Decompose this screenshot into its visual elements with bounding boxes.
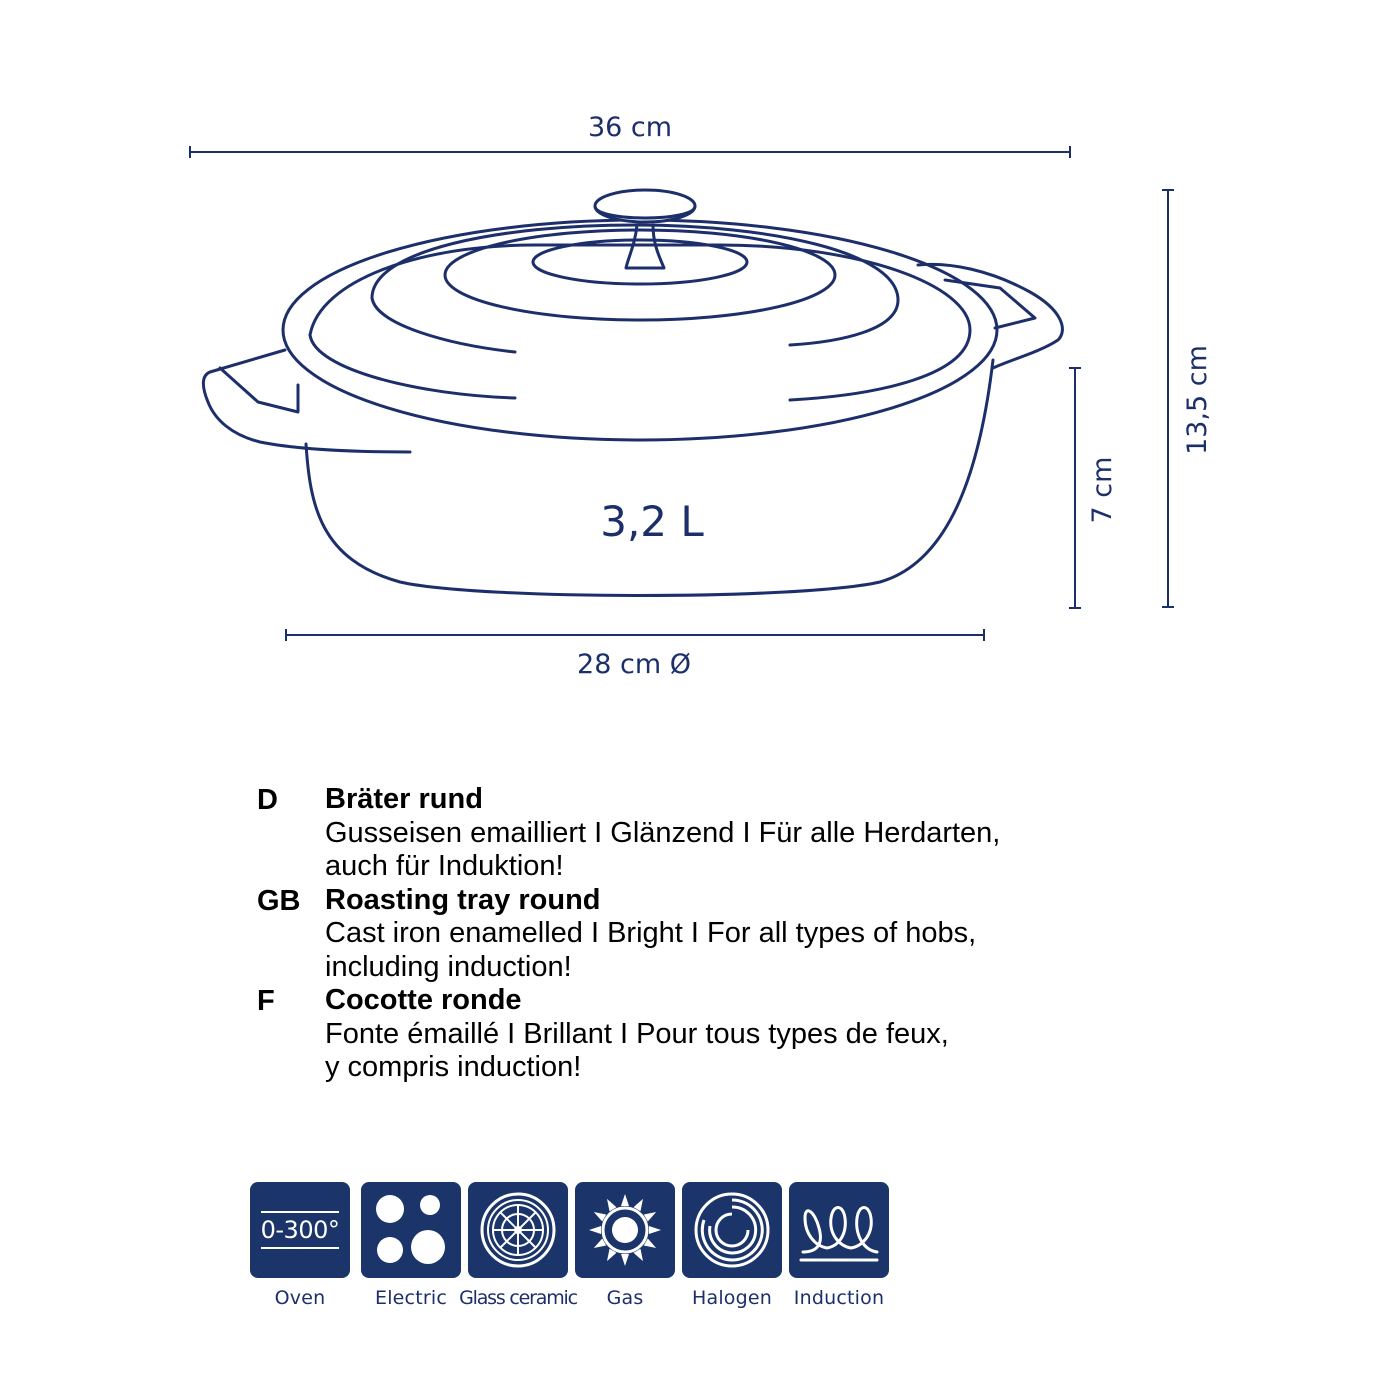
pot-body [306, 360, 993, 596]
description-f [257, 984, 1257, 1085]
hob-gas [575, 1182, 675, 1309]
halogen-hob-icon [682, 1182, 782, 1278]
lid-outer [283, 220, 997, 440]
gas-hob-icon [575, 1182, 675, 1278]
description-line: auch für Induktion! [325, 850, 564, 882]
description-text [325, 783, 1000, 884]
hob-induction [789, 1182, 889, 1309]
description-de [257, 783, 1257, 884]
hob-oven [250, 1182, 350, 1309]
description-line: Cast iron enamelled I Bright I For all types of hobs, [325, 917, 977, 949]
description-gb [257, 884, 1257, 985]
hob-label: Halogen [691, 1287, 773, 1309]
electric-hob-icon [361, 1182, 461, 1278]
left-handle [203, 350, 410, 452]
glass-ceramic-hob-icon [468, 1182, 568, 1278]
capacity-label: 3,2 L [600, 497, 704, 546]
description-line: y compris induction! [325, 1051, 582, 1083]
description-text [325, 984, 949, 1085]
oven-icon [250, 1182, 350, 1278]
description-line: Fonte émaillé I Brillant I Pour tous types de feux, [325, 1017, 949, 1050]
description-text [325, 884, 976, 985]
oven-temperature-text: 0-300° [261, 1211, 340, 1249]
description-line: Gusseisen emailliert I Glänzend I Für alle Herdarten, [325, 816, 1001, 849]
top-width-label: 36 cm [587, 112, 673, 143]
induction-hob-icon [789, 1182, 889, 1278]
base-diameter-label: 28 cm Ø [577, 649, 691, 680]
description-title: Roasting tray round [325, 883, 601, 916]
hob-label: Oven [274, 1287, 326, 1309]
product-descriptions [257, 783, 1257, 1085]
description-title: Bräter rund [325, 783, 483, 815]
description-line: including induction! [325, 950, 572, 983]
hob-label: Glass ceramic [459, 1287, 577, 1309]
lid-ring-inner [533, 240, 747, 284]
hob-glass-ceramic [459, 1182, 577, 1309]
hob-label: Electric [374, 1287, 447, 1309]
hob-label: Induction [793, 1287, 885, 1309]
body-height-label: 7 cm [1087, 456, 1118, 524]
hob-halogen [682, 1182, 782, 1309]
language-code: F [257, 985, 275, 1017]
language-code: D [257, 784, 278, 816]
language-code: GB [257, 884, 301, 917]
description-title: Cocotte ronde [325, 984, 522, 1016]
hob-label: Gas [606, 1287, 644, 1309]
total-height-label: 13,5 cm [1182, 345, 1213, 455]
hob-electric [361, 1182, 461, 1309]
